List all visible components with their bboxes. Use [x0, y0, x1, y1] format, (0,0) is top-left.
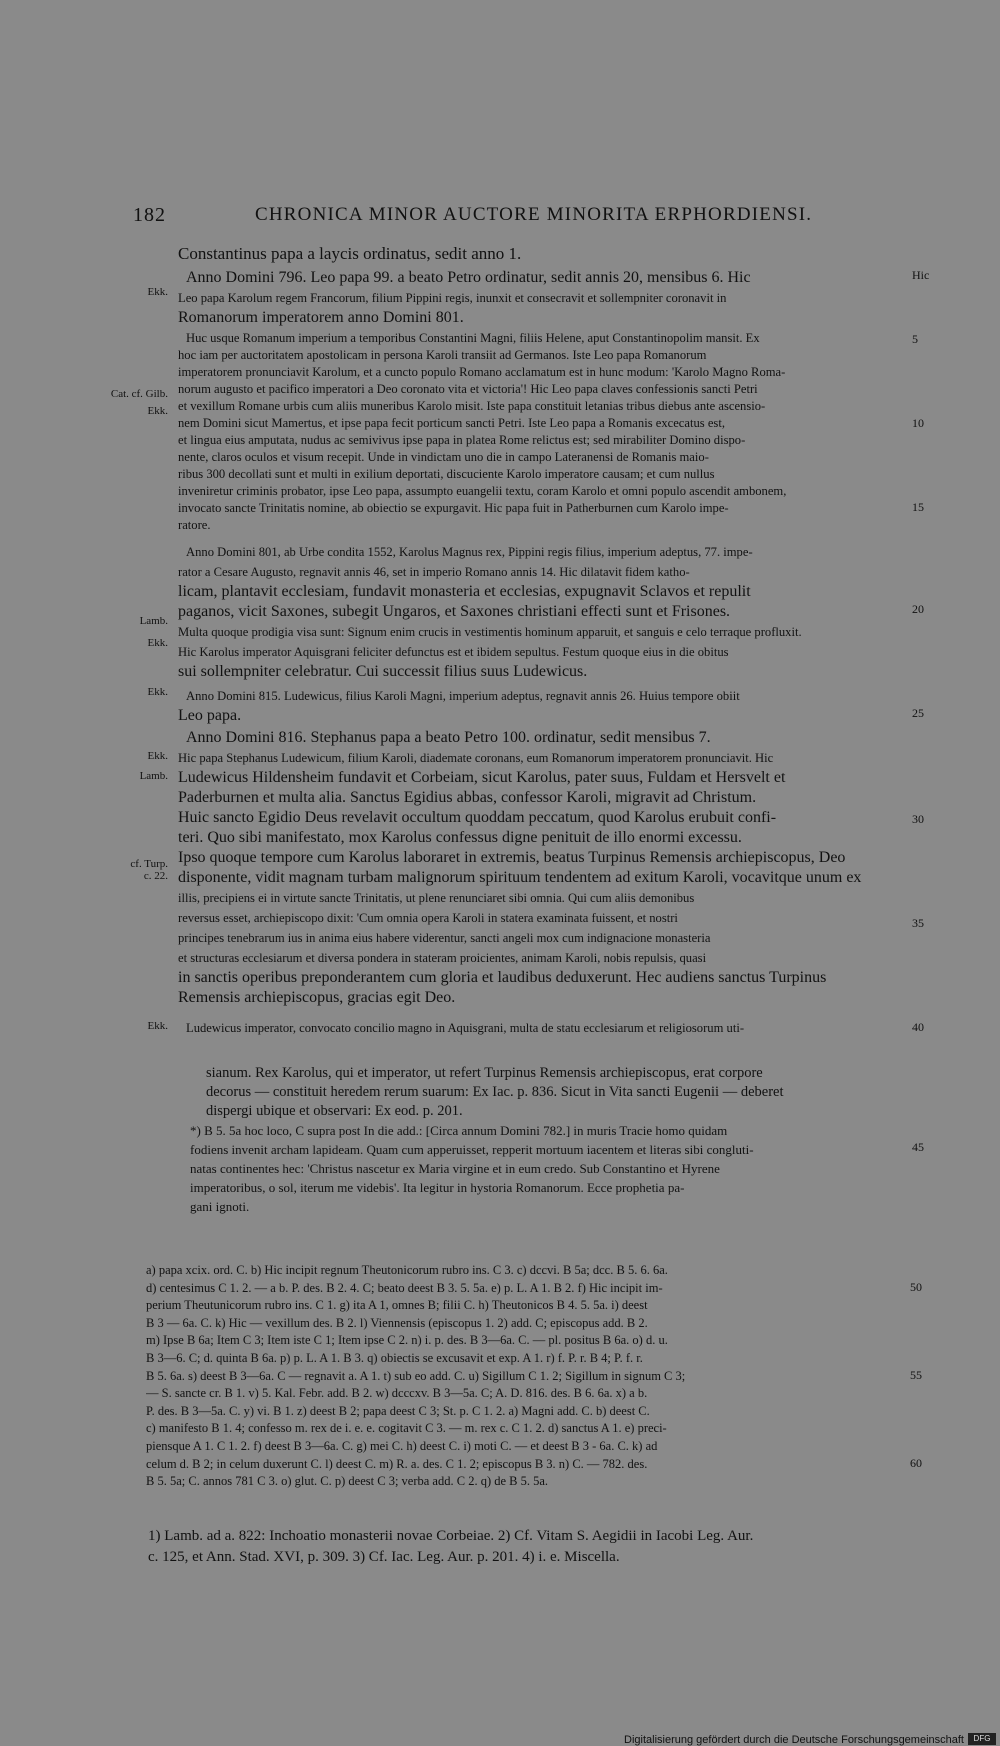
margin-source-note: Ekk.: [147, 286, 168, 298]
margin-source-note: Ekk.: [147, 686, 168, 698]
digitization-credit-bar: [0, 1732, 1000, 1746]
apparatus-line: B 3 — 6a. C. k) Hic — vexillum des. B 2. l) Viennensis (episcopus 1. 2) add. C; episcopus add. B 2.: [146, 1315, 648, 1330]
line-number: 20: [912, 602, 924, 616]
margin-source-note: Cat. cf. Gilb.: [110, 388, 168, 400]
paragraph: [178, 686, 906, 726]
apparatus-line: perium Theutunicorum rubro ins. C 1. g) ita A 1, omnes B; filii C. h) Theutonicos B 4. 5. 5a. i) deest: [146, 1298, 648, 1313]
apparatus-line: a) papa xcix. ord. C. b) Hic incipit regnum Theutonicorum rubro ins. C 3. c) dccvi. B 5a; dcc. B 5. 6. 6a.: [146, 1263, 668, 1277]
apparatus-line: d) centesimus C 1. 2. — a b. P. des. B 2. 4. C; beato deest B 3. 5. 5a. e) p. L. A 1. B 2. f) Hic incipit im-: [146, 1280, 663, 1295]
line-number: 15: [912, 500, 924, 514]
apparatus-line: c) manifesto B 1. 4; confesso m. rex de i. e. e. cogitavit C 3. — m. rex c. C 1. 2. d) sanctus A 1. e) preci-: [146, 1421, 667, 1436]
paragraph: [178, 728, 906, 1008]
text-line: Remensis archiepiscopus, gracias egit Deo.: [178, 989, 456, 1006]
line-number: 55: [910, 1367, 922, 1382]
text-line: et structuras ecclesiarum et diversa pondera in stateram proicientes, animam Karoli, nobis repulsis, quasi: [178, 951, 707, 965]
text-line: invocato sancte Trinitatis nomine, ab obiectio se expurgavit. Hic papa fuit in Patherburnen cum Karolo impe-: [178, 501, 729, 515]
apparatus-line: P. des. B 3—5a. C. y) vi. B 1. z) deest B 2; papa deest C 3; St. p. C 1. 2. a) Magni add. C. b) deest C.: [146, 1403, 650, 1418]
text-line: Anno Domini 815. Ludewicus, filius Karoli Magni, imperium adeptus, regnavit annis 26. Huius tempore obiit: [186, 689, 740, 703]
text-line: Huic sancto Egidio Deus revelavit occultum quoddam peccatum, quod Karolus erubuit confi-: [178, 809, 777, 826]
margin-source-note: Ekk.: [147, 405, 168, 417]
text-line: nem Domini sicut Mamertus, et ipse papa fecit porticum sancti Petri. Iste Leo papa a Romanis excecatus est,: [178, 416, 725, 430]
text-line: Hic Karolus imperator Aquisgrani feliciter defunctus est et ibidem sepultus. Festum quoque eius in die obitus: [178, 645, 729, 659]
text-line: reversus esset, archiepiscopo dixit: 'Cum omnia opera Karoli in statera examinata fuissent, et nostri: [178, 911, 678, 925]
text-line: Huc usque Romanum imperium a temporibus Constantini Magni, filiis Helene, aput Constantinopolim mansit. Ex: [186, 331, 760, 345]
text-line: Constantinus papa a laycis ordinatus, sedit anno 1.: [178, 244, 522, 263]
margin-source-note: Lamb.: [139, 770, 168, 782]
text-line: licam, plantavit ecclesiam, fundavit monasteria et ecclesias, expugnavit Sclavos et repulit: [178, 583, 751, 600]
text-line: Hic papa Stephanus Ludewicum, filium Karoli, diademate coronans, eum Romanorum imperatorem pronunciavit. Hic: [178, 751, 774, 765]
line-number: 5: [912, 332, 918, 346]
text-line: Leo papa.: [178, 707, 242, 724]
apparatus-line: B 3—6. C; d. quinta B 6a. p) p. L. A 1. B 3. q) obiectis se excusavit et exp. A 1. r) f. P. r. B 4; P. f. r.: [146, 1351, 643, 1365]
line-number: 45: [912, 1140, 924, 1154]
text-line: et vexillum Romane urbis cum aliis muneribus Karolo misit. Iste papa constituit letanias tribus diebus ante ascensio-: [178, 399, 766, 413]
text-line: ribus 300 decollati sunt et multi in exilium deportati, discuciente Karolo imperatore causam; et cum nullus: [178, 467, 715, 481]
text-line: principes tenebrarum ius in anima eius habere viderentur, sancti angeli mox cum indignacione monasteria: [178, 931, 711, 945]
text-line: decorus — constituit heredem rerum suarum: Ex Iac. p. 836. Sicut in Vita sancti Eugenii — deberet: [206, 1084, 784, 1100]
text-line: Leo papa Karolum regem Francorum, filium Pippini regis, inunxit et consecravit et sollempniter coronavit in: [178, 291, 727, 305]
text-line: hoc iam per auctoritatem apostolicam in persona Karoli transiit ad Germanos. Iste Leo papa Romanorum: [178, 348, 707, 362]
text-line: paganos, vicit Saxones, subegit Ungaros, et Saxones christiani effecti sunt et Frisones.: [178, 603, 731, 620]
text-line: Anno Domini 796. Leo papa 99. a beato Petro ordinatur, sedit annis 20, mensibus 6. Hic: [186, 269, 751, 286]
text-line: rator a Cesare Augusto, regnavit annis 46, set in imperio Romano annis 14. Hic dilatavit fidem katho-: [178, 565, 690, 579]
apparatus-line: — S. sancte cr. B 1. v) 5. Kal. Febr. add. B 2. w) dcccxv. B 3—5a. C; A. D. 816. des. B 6. 6a. x) a b.: [146, 1386, 648, 1401]
text-line: Anno Domini 816. Stephanus papa a beato Petro 100. ordinatur, sedit mensibus 7.: [186, 729, 711, 746]
line-number: 25: [912, 706, 924, 720]
text-line: fodiens invenit archam lapideam. Quam cum apperuisset, repperit mortuum iacentem et literas sibi congluti-: [190, 1142, 754, 1157]
line-number: 50: [910, 1279, 922, 1294]
page-number: 182: [133, 204, 166, 226]
running-header: [133, 204, 913, 234]
line-number: 40: [912, 1020, 924, 1034]
text-line: in sanctis operibus preponderantem cum gloria et laudibus deduxerunt. Hec audiens sanctus Turpinus: [178, 969, 827, 986]
text-line: illis, precipiens ei in virtute sancte Trinitatis, ut plene renunciaret sibi omnia. Qui cum aliis demonibus: [178, 891, 695, 905]
line-number: 10: [912, 416, 924, 430]
running-title: CHRONICA MINOR AUCTORE MINORITA ERPHORDIENSI.: [255, 204, 813, 225]
line-number: Hic: [912, 268, 930, 282]
credit-text: Digitalisierung gefördert durch die Deutsche Forschungsgemeinschaft: [624, 1734, 964, 1746]
margin-source-note: cf. Turp.: [130, 858, 168, 870]
text-line: imperatoribus, o sol, iterum me videbis'. Ita legitur in hystoria Romanorum. Ecce prophetia pa-: [190, 1180, 685, 1195]
text-line: Paderburnen et multa alia. Sanctus Egidius abbas, confessor Karoli, migravit ad Christum.: [178, 789, 757, 806]
margin-source-note: Lamb.: [139, 615, 168, 627]
text-line: Ludewicus Hildensheim fundavit et Corbeiam, sicut Karolus, pater suus, Fuldam et Hersvelt et: [178, 769, 786, 786]
text-line: sianum. Rex Karolus, qui et imperator, ut refert Turpinus Remensis archiepiscopus, erat corpore: [206, 1065, 763, 1081]
apparatus-line: B 5. 5a; C. annos 781 C 3. o) glut. C. p) deest C 3; verba add. C 2. q) de B 5. 5a.: [146, 1474, 549, 1489]
text-line: natas continentes hec: 'Christus nascetur ex Maria virgine et in eum credo. Sub Constantino et Hyrene: [190, 1161, 720, 1176]
footnote-line: c. 125, et Ann. Stad. XVI, p. 309. 3) Cf. Iac. Leg. Aur. p. 201. 4) i. e. Miscella.: [148, 1549, 620, 1565]
apparatus-line: m) Ipse B 6a; Item C 3; Item iste C 1; Item ipse C 2. n) i. p. des. B 3—6a. C. — pl. positus B 6a. o) d. u.: [146, 1333, 668, 1348]
paragraph: [178, 244, 906, 264]
footnote-line: 1) Lamb. ad a. 822: Inchoatio monasterii novae Corbeiae. 2) Cf. Vitam S. Aegidii in Iacobi Leg. Aur.: [148, 1528, 754, 1544]
text-line: nente, claros oculos et visum recepit. Unde in vindictam uno die in campo Lateranensi de Romanis maio-: [178, 450, 709, 464]
footnotes: [148, 1526, 918, 1568]
text-line: norum augusto et pacifico imperatori a Deo coronato vita et victoria'! Hic Leo papa claves confessionis sancti Petri: [178, 382, 758, 396]
margin-source-note: Ekk.: [147, 1020, 168, 1032]
text-line: Romanorum imperatorem anno Domini 801.: [178, 309, 464, 326]
line-number: 30: [912, 812, 924, 826]
paragraph: [178, 542, 906, 682]
text-line: Anno Domini 801, ab Urbe condita 1552, Karolus Magnus rex, Pippini regis filius, imperium adeptus, 77. impe-: [186, 545, 753, 559]
line-number: 35: [912, 916, 924, 930]
apparatus-line: piensque A 1. C 1. 2. f) deest B 3—6a. C. g) mei C. h) deest C. i) moti C. — et deest B 3 - 6a. C. k) ad: [146, 1439, 658, 1453]
paragraph: [178, 1020, 906, 1037]
text-line: inveniretur criminis probator, ipse Leo papa, assumpto euangelii textu, coram Karolo et omni populo ascendit ambonem,: [178, 484, 787, 498]
margin-source-note: c. 22.: [143, 870, 168, 882]
text-line: et lingua eius amputata, nudus ac semivivus ipse papa in platea Rome relictus est; sed mirabiliter Domino dispo-: [178, 433, 746, 447]
text-line: gani ignoti.: [190, 1199, 250, 1214]
apparatus-line: B 5. 6a. s) deest B 3—6a. C — regnavit a. A 1. t) sub eo add. C. u) Sigillum C 1. 2; Sigillum in signum C 3;: [146, 1368, 686, 1383]
text-line: imperatorem pronunciavit Karolum, et a cuncto populo Romano acclamatum est in hunc modum: 'Karolo Magno Roma-: [178, 365, 786, 379]
text-line: sui sollempniter celebratur. Cui successit filius suus Ludewicus.: [178, 663, 588, 680]
line-number: 60: [910, 1455, 922, 1470]
text-line: teri. Quo sibi manifestato, mox Karolus confessus digne penituit de illo enormi excessu.: [178, 829, 742, 846]
margin-source-note: Ekk.: [147, 637, 168, 649]
text-line: Ipso quoque tempore cum Karolus laboraret in extremis, beatus Turpinus Remensis archiepiscopus, Deo: [178, 849, 846, 866]
text-line: disponente, vidit magnam turbam malignorum spirituum tendentem ad exitum Karoli, vocavitque unum ex: [178, 869, 862, 886]
text-line: Multa quoque prodigia visa sunt: Signum enim crucis in vestimentis hominum apparuit, et sanguis e celo terraque profluxit.: [178, 625, 802, 639]
paragraph: [178, 330, 906, 534]
text-line: Ludewicus imperator, convocato concilio magno in Aquisgrani, multa de statu ecclesiarum et religiosorum uti-: [186, 1021, 745, 1035]
text-line: dispergi ubique et observari: Ex eod. p. 201.: [206, 1103, 463, 1119]
dfg-logo: DFG: [968, 1733, 996, 1745]
text-line: *) B 5. 5a hoc loco, C supra post In die add.: [Circa annum Domini 782.] in muris Tracie homo quidam: [190, 1123, 728, 1138]
text-line: ratore.: [178, 518, 211, 532]
apparatus-line: celum d. B 2; in celum duxerunt C. l) deest C. m) R. a. des. C 1. 2; episcopus B 3. n) C. — 782. des.: [146, 1456, 648, 1471]
paragraph: [178, 268, 906, 328]
margin-source-note: Ekk.: [147, 750, 168, 762]
